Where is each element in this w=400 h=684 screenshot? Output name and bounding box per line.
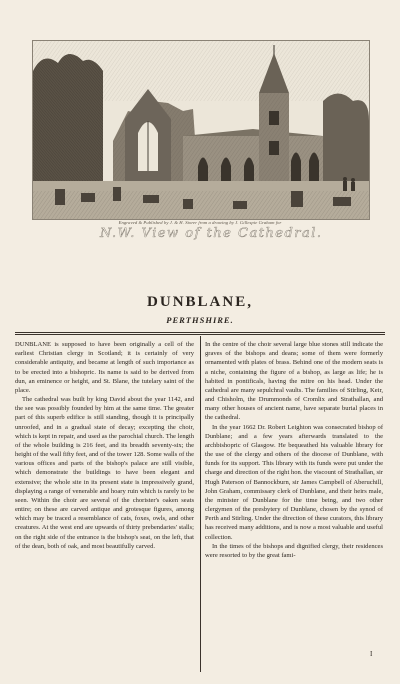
signature-mark: I	[370, 650, 373, 658]
page-subtitle: PERTHSHIRE.	[166, 315, 234, 325]
top-rule-thin	[15, 334, 385, 335]
paragraph: DUNBLANE is supposed to have been originally a cell of the earliest Christian clergy in Scotland; it is certainly of very considerable antiquity, and became at length of such importance as to be erected into a bishopric. Its name is said to be derived from dun, an eminence or height, and St. Blane, the tutelary saint of the place.	[15, 341, 194, 394]
paragraph: The cathedral was built by king David about the year 1142, and the see was possibly founded by him at the same time. The greater part of this superb edifice is still standing, though it is principally unroofed, and in a gradual state of decay; excepting the choir, which is kept in repair, and used as the parochial church. The length of the whole building is 216 feet, and its breadth seventy-six; the height of the wall fifty feet, and of the tower 128. Some walls of the various offices and parts of the bishop's palace are still visible, which demonstrate the buildings to have been elegant and extensive; the whole site in its present state is impressively grand, displaying a range of venerable and hoary ruin which is rarely to be seen. Within the choir are several of the chorister's oaken seats entire; on these are carved antique and grotesque figures, among which may be traced a resemblance of cats, foxes, owls, and other creatures. At the west end are upwards of thirty prebendaries' stalls; on the right side of the entrance is the bishop's seat, on the left, that of the dean, both of oak, and most beautifully carved.	[15, 396, 194, 550]
engraving-caption: N.W. View of the Cathedral.	[100, 226, 323, 241]
paragraph: In the times of the bishops and dignified clergy, their residences were resorted to by the great fami-	[205, 542, 383, 559]
column-divider	[200, 336, 201, 672]
cathedral-illustration	[33, 41, 369, 219]
paragraph: In the year 1662 Dr. Robert Leighton was consecrated bishop of Dunblane; and a few years afterwards translated to the archbishopric of Glasgow. He bequeathed his valuable library for the use of the clergy and others of the diocese of Dunblane, with funds for its support. This library with its funds were put under the charge and direction of the right hon. the viscount of Strathallan, sir Hugh Paterson of Bannockburn, sir James Campbell of Aberuchill, John Graham, commissary clerk of Dunblane, and their heirs male, the minister of Dunblane for the time being, and two other clergymen of the presbytery of Dunblane, chosen by the synod of Perth and Stirling. Under the direction of these curators, this library has received many additions, and is now a most valuable and useful collection.	[205, 423, 383, 541]
right-column	[205, 340, 383, 560]
left-column	[15, 340, 194, 551]
engraving-imprint: Engraved & Published by J. & H. Storer from a drawing by J. Gillespie Graham for	[118, 220, 282, 225]
cathedral-engraving	[32, 40, 370, 220]
top-rule	[15, 332, 385, 333]
page-title: DUNBLANE,	[147, 294, 253, 310]
paragraph: In the centre of the choir several large blue stones still indicate the graves of the bishops and deans; some of them were formerly ornamented with plates of brass. Behind one of the modern seats is a niche, containing the figure of a bishop, as large as life; he is habited in pontificals, having the mitre on his head. Under the cathedral are many sepulchral vaults. The families of Stirling, Keir, and Chisholm, the Drummonds of Cromlix and Strathallan, and many other houses of ancient name, have separate burial places in the cathedral.	[205, 341, 383, 422]
